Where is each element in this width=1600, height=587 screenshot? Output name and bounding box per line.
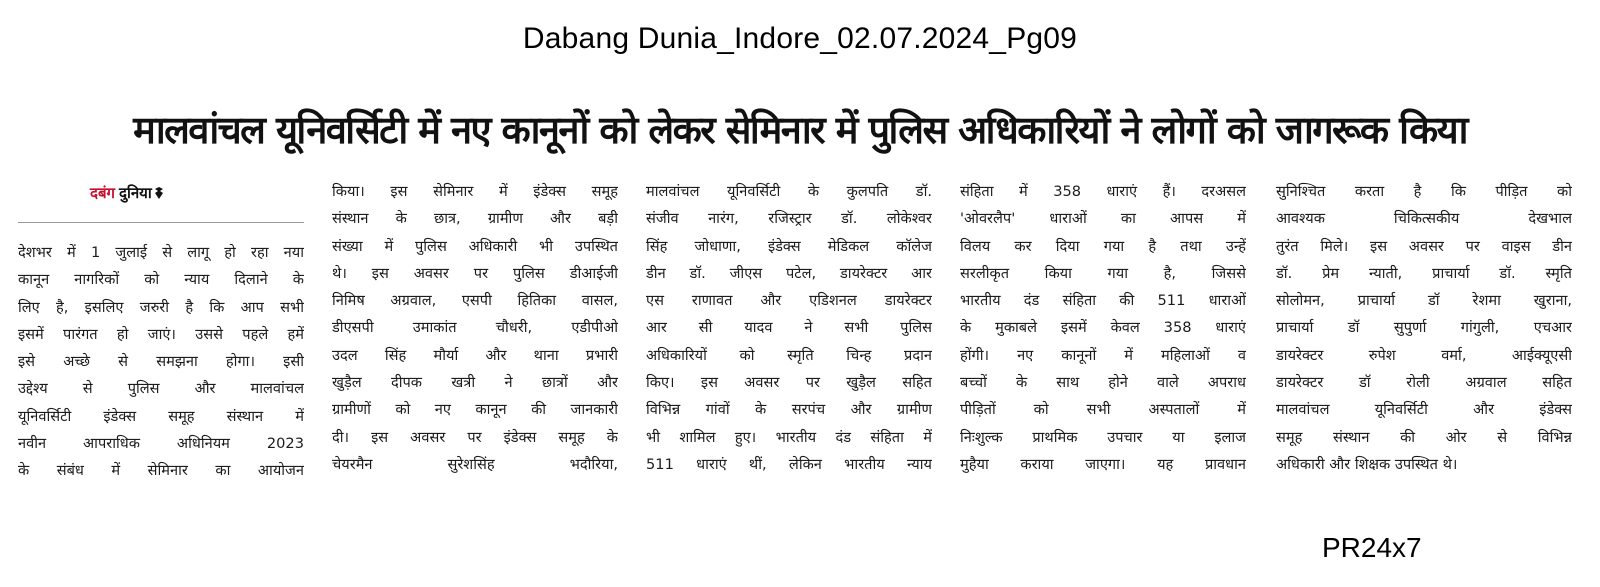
text-line: 'ओवरलैप' धाराओं का आपस में: [960, 210, 1246, 228]
clipping-caption: Dabang Dunia_Indore_02.07.2024_Pg09: [522, 22, 1078, 55]
text-line: सिंह जोधाणा, इंडेक्स मेडिकल कॉलेज: [646, 237, 932, 255]
text-line: आवश्यक चिकित्सकीय देखभाल: [1276, 210, 1572, 228]
text-line: भारतीय दंड संहिता की 511 धाराओं: [960, 292, 1246, 310]
text-line: निःशुल्क प्राथमिक उपचार या इलाज: [960, 428, 1246, 446]
article-column-5: [1276, 178, 1572, 518]
article-column-3: [646, 178, 932, 518]
text-line: डॉ. प्रेम न्याती, प्राचार्या डॉ. स्मृति: [1276, 264, 1572, 282]
source-code-label: PR24x7: [1322, 532, 1422, 563]
text-line: खुड़ैल दीपक खत्री ने छात्रों और: [332, 374, 618, 392]
text-line: मालवांचल यूनिवर्सिटी के कुलपति डॉ.: [646, 183, 932, 200]
text-line: प्राचार्या डॉ सुपुर्णा गांगुली, एचआर: [1276, 319, 1572, 337]
byline-divider: [18, 222, 304, 223]
text-line: अधिकारी और शिक्षक उपस्थित थे।: [1276, 455, 1458, 473]
text-line: संस्थान के छात्र, ग्रामीण और बड़ी: [332, 210, 618, 228]
text-line: सोलोमन, प्राचार्या डॉ रेशमा खुराना,: [1276, 292, 1572, 310]
text-line: होंगी। नए कानूनों में महिलाओं व: [960, 346, 1246, 364]
text-line: मुहैया कराया जाएगा। यह प्रावधान: [960, 455, 1246, 473]
text-line: 511 धाराएं थीं, लेकिन भारतीय न्याय: [646, 455, 932, 473]
text-line: डायरेक्टर डॉ रोली अग्रवाल सहित: [1276, 374, 1572, 392]
text-line: विलय कर दिया गया है तथा उन्हें: [960, 237, 1246, 255]
text-line: निमिष अग्रवाल, एसपी हितिका वासल,: [332, 292, 618, 310]
text-line: देशभर में 1 जुलाई से लागू हो रहा नया: [18, 244, 304, 261]
text-line: किए। इस अवसर पर खुड़ैल सहित: [646, 374, 932, 392]
text-line: इसमें पारंगत हो जाएं। उससे पहले हमें: [18, 325, 304, 343]
text-line: आर सी यादव ने सभी पुलिस: [646, 319, 932, 337]
byline: [18, 178, 304, 222]
text-line: संख्या में पुलिस अधिकारी भी उपस्थित: [332, 237, 618, 255]
byline-mark-icon: [154, 187, 164, 199]
text-line: संहिता में 358 धाराएं हैं। दरअसल: [960, 183, 1246, 200]
text-line: किया। इस सेमिनार में इंडेक्स समूह: [332, 183, 618, 200]
text-line: डायरेक्टर रुपेश वर्मा, आईक्यूएसी: [1276, 346, 1572, 364]
byline-brand-part1: दबंग: [90, 184, 115, 202]
column-text: [18, 239, 304, 485]
text-line: ग्रामीणों को नए कानून की जानकारी: [332, 401, 618, 419]
text-line: सुनिश्चित करता है कि पीड़ित को: [1276, 183, 1572, 200]
text-line: विभिन्न गांवों के सरपंच और ग्रामीण: [646, 401, 932, 419]
text-line: थे। इस अवसर पर पुलिस डीआईजी: [332, 264, 618, 282]
text-line: चेयरमैन सुरेशसिंह भदौरिया,: [332, 455, 618, 473]
text-line: दी। इस अवसर पर इंडेक्स समूह के: [332, 428, 618, 446]
text-line: कानून नागरिकों को न्याय दिलाने के: [18, 271, 304, 289]
byline-brand-part2: दुनिया: [118, 184, 152, 202]
text-line: डीएसपी उमाकांत चौधरी, एडीपीओ: [332, 319, 618, 337]
text-line: मालवांचल यूनिवर्सिटी और इंडेक्स: [1276, 401, 1572, 419]
article-body: [18, 178, 1584, 518]
text-line: इसे अच्छे से समझना होगा। इसी: [18, 353, 304, 371]
text-line: एस राणावत और एडिशनल डायरेक्टर: [646, 292, 932, 310]
text-line: के मुकाबले इसमें केवल 358 धाराएं: [960, 319, 1246, 337]
text-line: भी शामिल हुए। भारतीय दंड संहिता में: [646, 428, 932, 446]
text-line: अधिकारियों को स्मृति चिन्ह प्रदान: [646, 346, 932, 364]
text-line: तुरंत मिले। इस अवसर पर वाइस डीन: [1276, 237, 1572, 255]
article-headline: मालवांचल यूनिवर्सिटी में नए कानूनों को लेकर सेमिनार में पुलिस अधिकारियों ने लोगों को जागरूक किया: [133, 108, 1467, 152]
text-line: लिए है, इसलिए जरुरी है कि आप सभी: [18, 298, 304, 316]
text-line: पीड़ितों को सभी अस्पतालों में: [960, 401, 1246, 419]
text-line: संजीव नारंग, रजिस्ट्रार डॉ. लोकेश्वर: [646, 210, 932, 228]
text-line: उद्देश्य से पुलिस और मालवांचल: [18, 380, 304, 398]
text-line: डीन डॉ. जीएस पटेल, डायरेक्टर आर: [646, 264, 932, 282]
text-line: बच्चों के साथ होने वाले अपराध: [960, 374, 1246, 392]
article-column-1: [18, 178, 304, 518]
text-line: सरलीकृत किया गया है, जिससे: [960, 264, 1246, 282]
text-line: के संबंध में सेमिनार का आयोजन: [18, 462, 304, 480]
article-column-4: [960, 178, 1246, 518]
text-line: उदल सिंह मौर्या और थाना प्रभारी: [332, 346, 618, 364]
text-line: नवीन आपराधिक अधिनियम 2023: [18, 435, 304, 453]
text-line: समूह संस्थान की ओर से विभिन्न: [1276, 428, 1572, 446]
article-column-2: [332, 178, 618, 518]
text-line: यूनिवर्सिटी इंडेक्स समूह संस्थान में: [18, 407, 304, 425]
